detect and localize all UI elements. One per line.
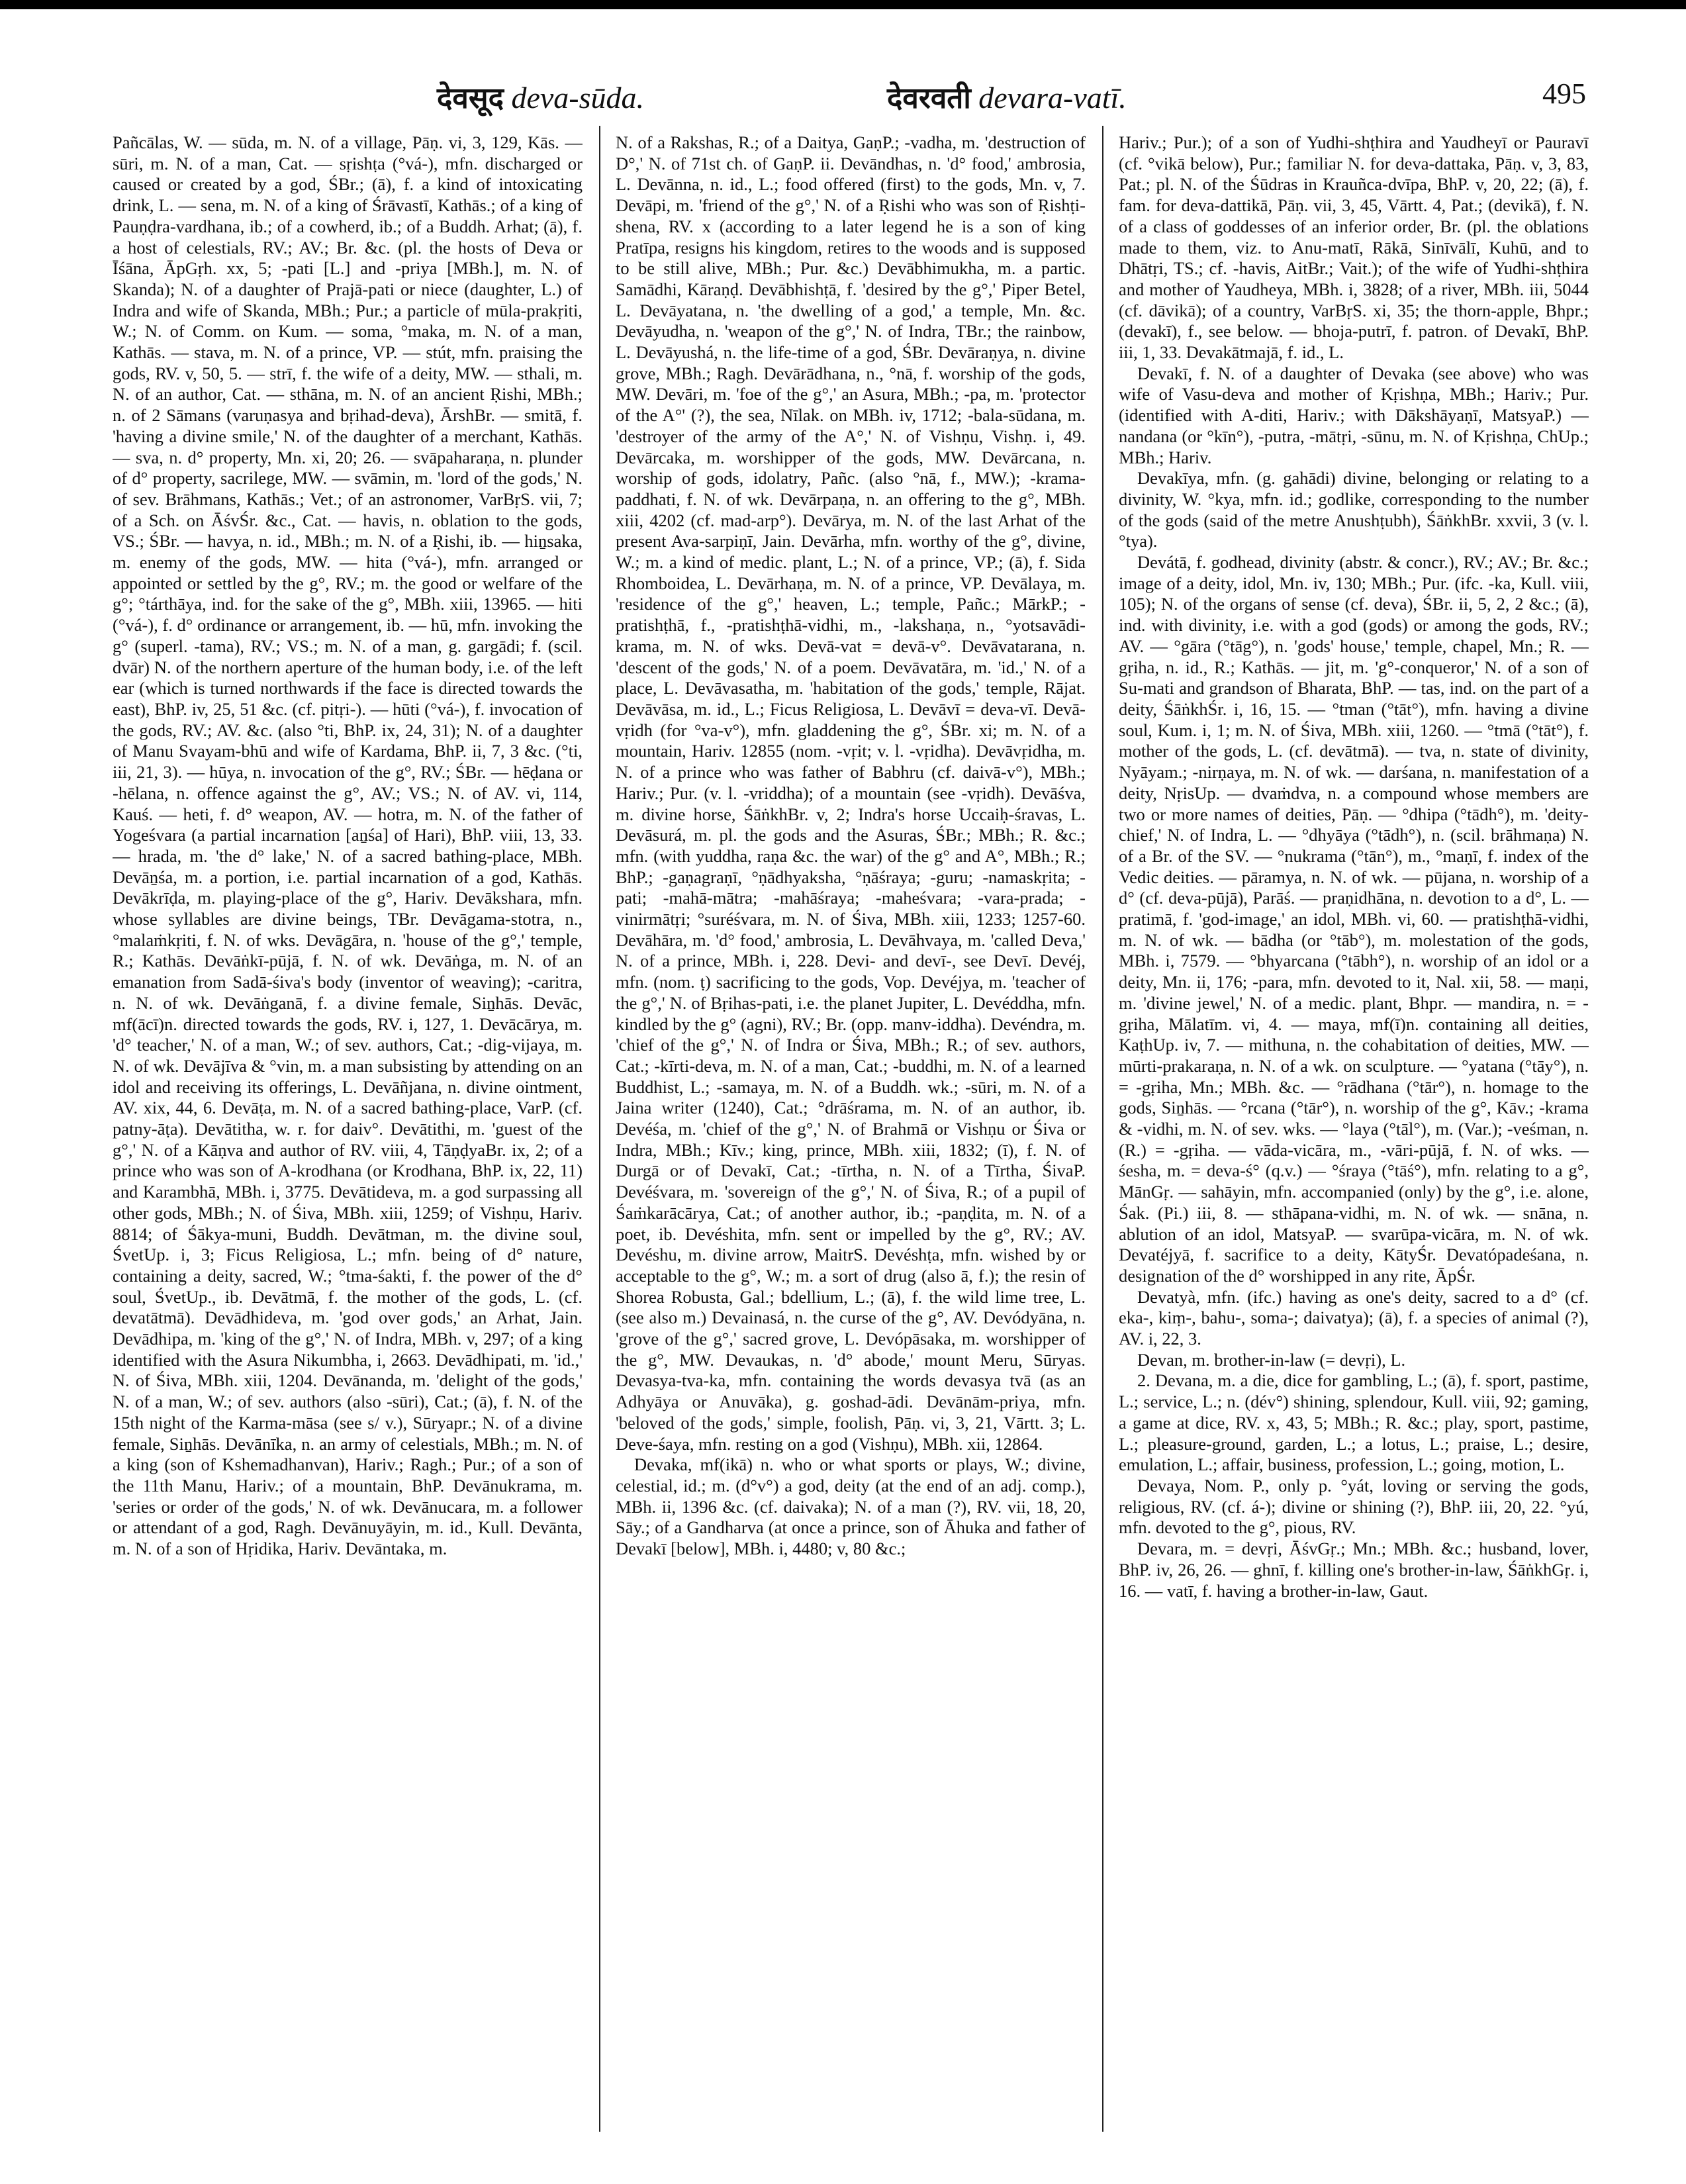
- column-1: [113, 132, 583, 2118]
- left-head-devanagari: देवसूद: [437, 81, 504, 115]
- entry-paragraph: Devara, m. = devṛi, ĀśvGṛ.; Mn.; MBh. &c.; husband, lover, BhP. iv, 26, 26. — ghnī, f. killing one's brother-in-law, ŚāṅkhGṛ. i, 16. — vatī, f. having a brother-in-law, Gaut.: [1119, 1539, 1589, 1601]
- right-head-devanagari: देवरवती: [887, 81, 971, 115]
- entry-paragraph: Devakīya, mfn. (g. gahādi) divine, belonging or relating to a divinity, W. °kya, mfn. id.; godlike, corresponding to the number of the gods (said of the metre Anushṭubh), ŚāṅkhBr. xxvii, 3 (v. l. °tya).: [1119, 468, 1589, 551]
- entry-paragraph: N. of a Rakshas, R.; of a Daitya, GaṇP.; -vadha, m. 'destruction of D°,' N. of 71st ch. of GaṇP. ii. Devāndhas, n. 'd° food,' ambrosia, L. Devānna, n. id., L.; food offered (first) to the gods, Mn. v, 7. Devāpi, m. 'friend of the g°,' N. of a Ṛishi who was son of Ṛishṭi-shena, RV. x (according to a later legend he is a son of king Pratīpa, resigns his kingdom, retires to the woods and is supposed to be still alive, MBh.; Pur. &c.) Devābhimukha, m. a partic. Samādhi, Kāraṇḍ. Devābhishṭā, f. 'desired by the g°,' Piper Betel, L. Devāyatana, n. 'the dwelling of a god,' a temple, Mn. &c. Devāyudha, n. 'weapon of the g°,' N. of Indra, TBr.; the rainbow, L. Devāyushá, n. the life-time of a god, ŚBr. Devāraṇya, n. divine grove, MBh.; Ragh. Devārādhana, n., °nā, f. worship of the gods, MW. Devāri, m. 'foe of the g°,' an Asura, MBh.; -pa, m. 'protector of the A°' (?), the sea, Nīlak. on MBh. iv, 1712; -bala-sūdana, m. 'destroyer of the army of the A°,' N. of Vishṇu, Vishṇ. i, 49. Devārcaka, m. worshipper of the gods, MW. Devārcana, n. worship of gods, idolatry, Pañc. (also °nā, f., MW.); -krama-paddhati, f. N. of wk. Devārpaṇa, n. an offering to the g°, MBh. xiii, 4202 (cf. mad-arp°). Devārya, m. N. of the last Arhat of the present Ava-sarpiṇī, Jain. Devārha, mfn. worthy of the g°, divine, W.; m. a kind of medic. plant, L.; N. of a prince, VP.; (ā), f. Sida Rhomboidea, L. Devārhaṇa, m. N. of a prince, VP. Devālaya, m. 'residence of the g°,' heaven, L.; temple, Pañc.; MārkP.; -pratishṭhā, f., -pratishṭhā-vidhi, m., -lakshaṇa, n., °yotsavādi-krama, m. N. of wks. Devā-vat = devā-v°. Devāvatarana, n. 'descent of the gods,' N. of a poem. Devāvatāra, m. 'id.,' N. of a place, L. Devāvasatha, m. 'habitation of the gods,' temple, Rājat. Devāvāsa, m. id., L.; Ficus Religiosa, L. Devāvī = deva-vī. Devā-vṛidh (for °va-v°), mfn. gladdening the g°, ŚBr. xi; m. N. of a mountain, Hariv. 12855 (nom. -vṛit; v. l. -vṛidha). Devāvṛidha, m. N. of a prince who was father of Babhru (cf. daivā-v°), MBh.; Hariv.; Pur. (v. l. -vriddha); of a mountain (see -vṛidh). Devāśva, m. divine horse, ŚāṅkhBr. v, 2; Indra's horse Uccaiḥ-śravas, L. Devāsurá, m. pl. the gods and the Asuras, ŚBr.; MBh.; R. &c.; mfn. (with yuddha, raṇa &c. the war) of the g° and A°, MBh.; R.; BhP.; -gaṇagraṇī, °ṇādhyaksha, °ṇāśraya; -guru; -namaskṛita; -pati; -mahā-mātra; -mahāśraya; -maheśvara; -vara-prada; -vinirmātṛi; °suréśvara, m. N. of Śiva, MBh. xiii, 1233; 1257-60. Devāhāra, m. 'd° food,' ambrosia, L. Devāhvaya, m. 'called Deva,' N. of a prince, MBh. i, 228. Devi- and devī-, see Devī. Devéj, mfn. (nom. ṭ) sacrificing to the gods, Vop. Devéjya, m. 'teacher of the g°,' N. of Bṛihas-pati, i.e. the planet Jupiter, L. Devéddha, mfn. kindled by the g° (agni), RV.; Br. (opp. manv-iddha). Devéndra, m. 'chief of the g°,' N. of Indra or Śiva, MBh.; R.; of sev. authors, Cat.; -kīrti-deva, m. N. of a man, Cat.; -buddhi, m. N. of a learned Buddhist, L.; -samaya, m. N. of a Buddh. wk.; -sūri, m. N. of a Jaina writer (1240), Cat.; °drāśrama, m. N. of an author, ib. Devéśa, m. 'chief of the g°,' N. of Brahmā or Vishṇu or Śiva or Indra, MBh.; Kīv.; king, prince, MBh. xiii, 1832; (ī), f. N. of Durgā or of Devakī, Cat.; -tīrtha, n. N. of a Tīrtha, ŚivaP. Devéśvara, m. 'sovereign of the g°,' N. of Śiva, R.; of a pupil of Śaṁkarācārya, Cat.; of another author, ib.; -paṇḍita, m. N. of a poet, ib. Devéshita, mfn. sent or impelled by the g°, RV.; AV. Devéshu, m. divine arrow, MaitrS. Devéshṭa, mfn. wished by or acceptable to the g°, W.; m. a sort of drug (also ā, f.); the resin of Shorea Robusta, Gal.; bdellium, L.; (ā), f. the wild lime tree, L. (see also m.) Devainasá, n. the curse of the g°, AV. Devódyāna, n. 'grove of the g°,' sacred grove, L. Devópāsaka, m. worshipper of the g°, MW. Devaukas, n. 'd° abode,' mount Meru, Sūryas. Devasya-tva-ka, mfn. containing the words devasya tvā (as an Adhyāya or Anuvāka), g. goshad-ādi. Devānām-priya, mfn. 'beloved of the gods,' simple, foolish, Pāṇ. vi, 3, 21, Vārtt. 3; L. Deve-śaya, mfn. resting on a god (Vishṇu), MBh. xii, 12864.: [616, 132, 1086, 1454]
- entry-paragraph: Devan, m. brother-in-law (= devṛi), L.: [1137, 1349, 1406, 1370]
- entry-paragraph: Pañcālas, W. — sūda, m. N. of a village, Pāṇ. vi, 3, 129, Kās. — sūri, m. N. of a man, Cat. — sṛishṭa (°vá-), mfn. discharged or caused or created by a god, ŚBr.; (ā), f. a kind of intoxicating drink, L. — sena, m. N. of a king of Śrāvastī, Kathās.; of a king of Pauṇḍra-vardhana, ib.; of a cowherd, ib.; of a Buddh. Arhat; (ā), f. a host of celestials, RV.; AV.; Br. &c. (pl. the hosts of Deva or Īśāna, ĀpGṛh. xx, 5; -pati [L.] and -priya [MBh.], m. N. of Skanda); N. of a daughter of Prajā-pati or niece (daughter, L.) of Indra and wife of Skanda, MBh.; Pur.; a particle of mūla-prakṛiti, W.; N. of Comm. on Kum. — soma, °maka, m. N. of a man, Kathās. — stava, m. N. of a prince, VP. — stút, mfn. praising the gods, RV. v, 50, 5. — strī, f. the wife of a deity, MW. — sthali, m. N. of an author, Cat. — sthāna, m. N. of an ancient Ṛishi, MBh.; n. of 2 Sāmans (varuṇasya and bṛihad-deva), ĀrshBr. — smitā, f. 'having a divine smile,' N. of the daughter of a merchant, Kathās. — sva, n. d° property, Mn. xi, 20; 26. — svāpaharaṇa, n. plunder of d° property, sacrilege, MW. — svāmin, m. 'lord of the gods,' N. of sev. Brāhmans, Kathās.; Vet.; of an astronomer, VarBṛS. vii, 7; of a Sch. on ĀśvŚr. &c., Cat. — havis, n. oblation to the gods, VS.; ŚBr. — havya, n. id., MBh.; m. N. of a Ṛishi, ib. — hiṉsaka, m. enemy of the gods, MW. — hita (°vá-), mfn. arranged or appointed or settled by the g°, RV.; m. the good or welfare of the g°; °tárthāya, ind. for the sake of the g°, MBh. xiii, 13965. — hiti (°vá-), f. d° ordinance or arrangement, ib. — hū, mfn. invoking the g° (superl. -tama), RV.; VS.; m. N. of a man, g. gargādi; f. (scil. dvār) N. of the northern aperture of the human body, i.e. of the left ear (which is turned northwards if the face is directed towards the east), BhP. iv, 25, 51 &c. (cf. pitṛi-). — hūti (°vá-), f. invocation of the gods, RV.; AV. &c. (also °ti, BhP. ix, 24, 31); N. of a daughter of Manu Svayam-bhū and wife of Kardama, BhP. ii, 7, 3 &c. (°ti, iii, 21, 3). — hūya, n. invocation of the g°, RV.; ŚBr. — hēḍana or -hēlana, n. offence against the g°, AV.; VS.; N. of AV. vi, 114, Kauś. — heti, f. d° weapon, AV. — hotra, m. N. of the father of Yogeśvara (a partial incarnation [aṉśa] of Hari), BhP. viii, 13, 33. — hrada, m. 'the d° lake,' N. of a sacred bathing-place, MBh. Devāṉśa, m. a portion, i.e. partial incarnation of a god, Kathās. Devākrīḍa, m. playing-place of the g°, Hariv. Devākshara, mfn. whose syllables are divine beings, TBr. Devāgama-stotra, n., °malaṁkṛiti, f. N. of wks. Devāgāra, n. 'house of the g°,' temple, R.; Kathās. Devāṅkī-pūjā, f. N. of wk. Devāṅga, m. N. of an emanation from Sadā-śiva's body (inventor of weaving); -caritra, n. N. of wk. Devāṅganā, f. a divine female, Siṉhās. Devāc, mf(ācī)n. directed towards the gods, RV. i, 127, 1. Devācārya, m. 'd° teacher,' N. of a man, W.; of sev. authors, Cat.; -dig-vijaya, m. N. of wk. Devājīva & °vin, m. a man subsisting by attending on an idol and receiving its offerings, L. Devāñjana, n. divine ointment, AV. xix, 44, 6. Devāṭa, m. N. of a sacred bathing-place, VarP. (cf. patny-āṭa). Devātitha, w. r. for daiv°. Devātithi, m. 'guest of the g°,' N. of a Kāṇva and author of RV. viii, 4, TāṇḍyaBr. ix, 2; of a prince who was son of A-krodhana (or Krodhana, BhP. ix, 22, 11) and Karambhā, MBh. i, 3775. Devātideva, m. a god surpassing all other gods, MBh.; N. of Śiva, MBh. xiii, 1259; of Vishṇu, Hariv. 8814; of Śākya-muni, Buddh. Devātman, m. the divine soul, ŚvetUp. i, 3; Ficus Religiosa, L.; mfn. being of d° nature, containing a deity, sacred, W.; °tma-śakti, f. the power of the d° soul, ŚvetUp., ib. Devātmā, f. the mother of the gods, L. (cf. devatātmā). Devādhideva, m. 'god over gods,' an Arhat, Jain. Devādhipa, m. 'king of the g°,' N. of Indra, MBh. v, 297; of a king identified with the Asura Nikumbha, i, 2663. Devādhipati, m. 'id.,' N. of Śiva, MBh. xiii, 1204. Devānanda, m. 'delight of the gods,' N. of a man, W.; of sev. authors (also -sūri), Cat.; (ā), f. N. of the 15th night of the Karma-māsa (see s/ v.), Sūryapr.; N. of a divine female, Siṉhās. Devānīka, n. an army of celestials, MBh.; m. N. of a king (son of Kshemadhanvan), Hariv.; Ragh.; Pur.; of a son of the 11th Manu, Hariv.; of a mountain, BhP. Devānukrama, m. 'series or order of the gods,' N. of wk. Devānucara, m. a follower or attendant of a god, Ragh. Devānuyāyin, m. id., Kull. Devānta, m. N. of a son of Hṛidika, Hariv. Devāntaka, m.: [113, 132, 583, 1559]
- entry-paragraph: 2. Devana, m. a die, dice for gambling, L.; (ā), f. sport, pastime, L.; service, L.; n. (dév°) shining, splendour, Kull. viii, 92; gaming, a game at dice, RV. x, 43, 5; MBh.; R. &c.; play, sport, pastime, L.; pleasure-ground, garden, L.; a lotus, L.; praise, L.; desire, emulation, L.; affair, business, profession, L.; going, motion, L.: [1119, 1370, 1589, 1475]
- entry-paragraph: Devakī, f. N. of a daughter of Devaka (see above) who was wife of Vasu-deva and mother of Kṛishṇa, MBh.; Hariv.; Pur. (identified with A-diti, Hariv.; with Dākshāyaṇī, MatsyaP.) — nandana (or °kīn°), -putra, -mātṛi, -sūnu, m. N. of Kṛishṇa, ChUp.; MBh.; Hariv.: [1119, 363, 1589, 467]
- entry-paragraph: Devaka, mf(ikā) n. who or what sports or plays, W.; divine, celestial, id.; m. (d°v°) a god, deity (at the end of an adj. comp.), MBh. ii, 1396 &c. (cf. daivaka); N. of a man (?), RV. vii, 18, 20, Sāy.; of a Gandharva (at once a prince, son of Āhuka and father of Devakī [below], MBh. i, 4480; v, 80 &c.;: [616, 1454, 1086, 1559]
- scan-top-edge: [0, 0, 1686, 9]
- left-head-roman: deva-sūda.: [511, 81, 644, 115]
- column-2: [616, 132, 1086, 2118]
- right-running-head: [887, 77, 1127, 117]
- right-head-roman: devara-vatī.: [978, 81, 1127, 115]
- entry-paragraph: Devátā, f. godhead, divinity (abstr. & concr.), RV.; AV.; Br. &c.; image of a deity, idol, Mn. iv, 130; MBh.; Pur. (ifc. -ka, Kull. viii, 105); N. of the organs of sense (cf. deva), ŚBr. ii, 5, 2, 2 &c.; (ā), ind. with divinity, i.e. with a god (gods) or among the gods, RV.; AV. — °gāra (°tāg°), n. 'gods' house,' temple, chapel, Mn.; R. — gṛiha, n. id., R.; Kathās. — jit, m. 'g°-conqueror,' N. of a son of Su-mati and grandson of Bharata, BhP. — tas, ind. on the part of a deity, ŚāṅkhŚr. i, 16, 15. — °tman (°tāt°), mfn. having a divine soul, Kum. i, 1; m. N. of Śiva, MBh. xiii, 1260. — °tmā (°tāt°), f. mother of the gods, L. (cf. devātmā). — tva, n. state of divinity, Nyāyam.; -nirṇaya, m. N. of wk. — darśana, n. manifestation of a deity, NṛisUp. — dvaṁdva, n. a compound whose members are two or more names of deities, Pāṇ. — °dhipa (°tādh°), m. 'deity-chief,' N. of Indra, L. — °dhyāya (°tādh°), n. (scil. brāhmaṇa) N. of a Br. of the SV. — °nukrama (°tān°), m., °maṇī, f. index of the Vedic deities. — pāramya, n. N. of wk. — pūjana, n. worship of a d° (cf. deva-pūjā), Parāś. — praṇidhāna, n. devotion to a d°, L. — pratimā, f. 'god-image,' an idol, MBh. vi, 60. — pratishṭhā-vidhi, m. N. of wk. — bādha (or °tāb°), m. molestation of the gods, MBh. i, 7579. — °bhyarcana (°tābh°), n. worship of an idol or a deity, Mn. ii, 176; -para, mfn. devoted to it, Nal. xii, 58. — maṇi, m. 'divine jewel,' N. of a medic. plant, Bhpr. — mandira, n. = -gṛiha, Mālatīm. vi, 4. — maya, mf(ī)n. containing all deities, KaṭhUp. iv, 7. — mithuna, n. the cohabitation of deities, MW. — mūrti-prakaraṇa, n. N. of a wk. on sculpture. — °yatana (°tāy°), n. = -gṛiha, Mn.; MBh. &c. — °rādhana (°tār°), n. homage to the gods, Siṉhās. — °rcana (°tār°), n. worship of the g°, Kāv.; -krama & -vidhi, m. N. of sev. wks. — °laya (°tāl°), m. (Var.); -veśman, n. (R.) = -gṛiha. — vāda-vicāra, m., -vāri-pūjā, f. N. of wks. — śesha, m. = deva-ś° (q.v.) — °śraya (°tāś°), mfn. relating to a g°, MānGṛ. — sahāyin, mfn. accompanied (only) by the g°, i.e. alone, Śak. (Pi.) iii, 8. — sthāpana-vidhi, m. N. of wk. — snāna, n. ablution of an idol, MatsyaP. — svarūpa-vicāra, m. N. of wk. Devatéjyā, f. sacrifice to a deity, KātyŚr. Devatópadeśana, n. designation of the d° worshipped in any rite, ĀpŚr.: [1119, 552, 1589, 1286]
- left-running-head: [437, 77, 644, 117]
- page-header: [0, 66, 1686, 126]
- page-number: 495: [1542, 77, 1586, 110]
- entry-paragraph: Devatyà, mfn. (ifc.) having as one's deity, sacred to a d° (cf. eka-, kiṃ-, bahu-, soma-; daivatya); (ā), f. a species of animal (?), AV. i, 22, 3.: [1119, 1286, 1589, 1349]
- entry-paragraph: Hariv.; Pur.); of a son of Yudhi-shṭhira and Yaudheyī or Pauravī (cf. °vikā below), Pur.; familiar N. for deva-dattaka, Pāṇ. v, 3, 83, Pat.; pl. N. of the Śūdras in Krauñca-dvīpa, BhP. v, 20, 22; (ā), f. fam. for deva-dattikā, Pāṇ. vii, 3, 45, Vārtt. 4, Pat.; (devikā), f. N. of a class of goddesses of an inferior order, Br. (pl. the oblations made to them, viz. to Anu-matī, Rākā, Sinīvālī, Kuhū, and to Dhātṛi, TS.; cf. -havis, AitBr.; Vait.); of the wife of Yudhi-shṭhira and mother of Yaudheya, MBh. i, 3828; of a river, MBh. iii, 5044 (cf. dāvikā); of a country, VarBṛS. xi, 35; the thorn-apple, Bhpr.; (devakī), f., see below. — bhoja-putrī, f. patron. of Devakī, BhP. iii, 1, 33. Devakātmajā, f. id., L.: [1119, 132, 1589, 363]
- entry-paragraph: Devaya, Nom. P., only p. °yát, loving or serving the gods, religious, RV. (cf. á-); divine or shining (?), BhP. iii, 20, 22. °yú, mfn. devoted to the g°, pious, RV.: [1119, 1476, 1589, 1538]
- dictionary-columns: [113, 132, 1595, 2118]
- column-3: [1119, 132, 1589, 2118]
